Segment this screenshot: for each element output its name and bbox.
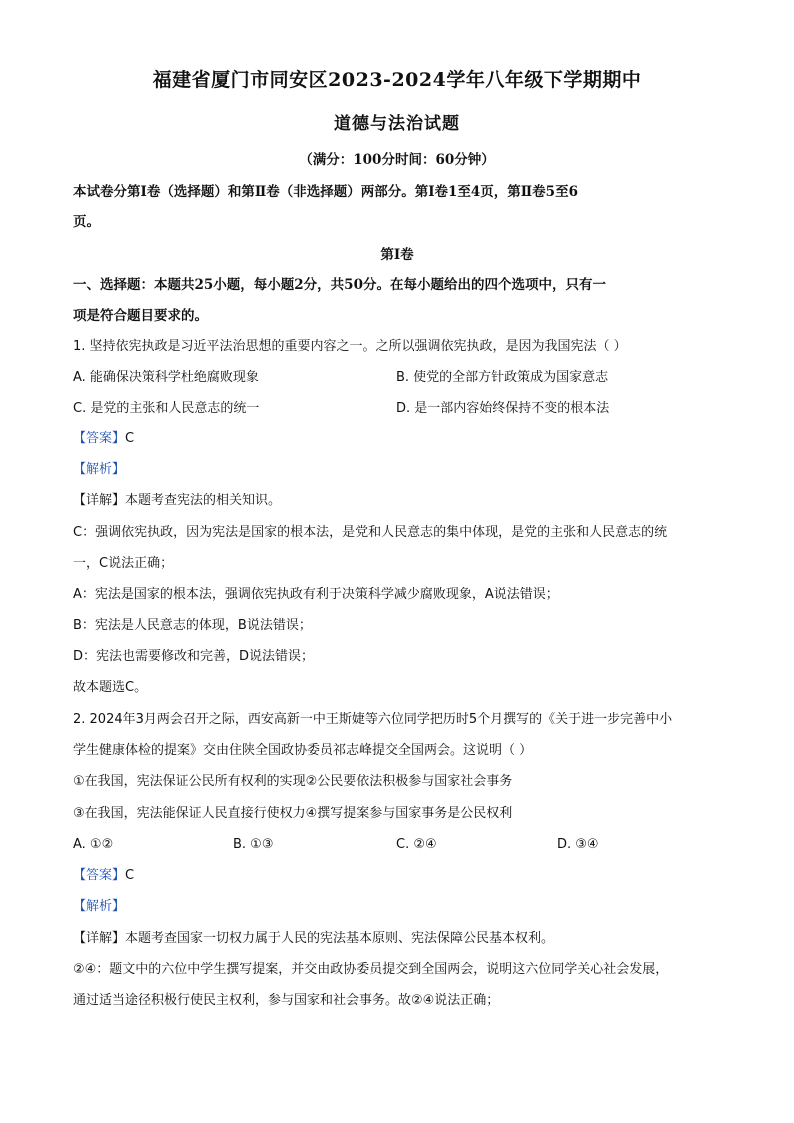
answer-value: C bbox=[125, 868, 135, 883]
detail-label: 【详解】 bbox=[73, 493, 126, 508]
document-subtitle: 道德与法治试题 bbox=[334, 114, 460, 134]
detail-text: 本题考查宪法的相关知识。 bbox=[125, 493, 282, 508]
question-2-statements-1: ①在我国，宪法保证公民所有权利的实现②公民要依法积极参与国家社会事务 bbox=[73, 774, 513, 789]
answer-label: 【答案】 bbox=[73, 431, 126, 446]
question-2-detail bbox=[73, 929, 723, 949]
question-2-analysis bbox=[73, 897, 723, 917]
question-2-option-c: C. ②④ bbox=[396, 837, 437, 852]
question-1-conclusion: 故本题选C。 bbox=[73, 680, 148, 695]
question-1-analysis bbox=[73, 460, 723, 480]
question-2-answer bbox=[73, 866, 723, 886]
question-1-option-d: D. 是一部内容始终保持不变的根本法 bbox=[396, 401, 610, 416]
analysis-label: 【解析】 bbox=[73, 462, 126, 477]
question-1-option-a: A. 能确保决策科学杜绝腐败现象 bbox=[73, 370, 259, 385]
intro-line-2: 页。 bbox=[73, 214, 100, 230]
section-heading-line-2: 项是符合题目要求的。 bbox=[73, 308, 208, 324]
question-2-stem-line-2: 学生健康体检的提案》交由住陕全国政协委员祁志峰提交全国两会。这说明（ ） bbox=[73, 743, 533, 758]
question-2-explanation-1: ②④：题文中的六位中学生撰写提案，并交由政协委员提交到全国两会，说明这六位同学关心社会发展， bbox=[73, 962, 669, 977]
question-1-explanation-4: B：宪法是人民意志的体现，B说法错误； bbox=[73, 618, 312, 633]
question-1-explanation-2: 一，C说法正确； bbox=[73, 556, 174, 571]
question-2-option-a: A. ①② bbox=[73, 837, 114, 852]
exam-note: （满分：100分时间：60分钟） bbox=[299, 152, 495, 168]
question-1-answer bbox=[73, 429, 723, 449]
question-2-option-b: B. ①③ bbox=[233, 837, 274, 852]
question-2-explanation-2: 通过适当途径积极行使民主权利，参与国家和社会事务。故②④说法正确； bbox=[73, 993, 500, 1008]
intro-line-1: 本试卷分第Ⅰ卷（选择题）和第Ⅱ卷（非选择题）两部分。第Ⅰ卷1至4页，第Ⅱ卷5至6 bbox=[73, 184, 578, 200]
answer-label: 【答案】 bbox=[73, 868, 126, 883]
question-2-stem-line-1: 2. 2024年3月两会召开之际，西安高新一中王斯婕等六位同学把历时5个月撰写的《关于进一步完善中小 bbox=[73, 712, 673, 727]
section-heading-line-1: 一、选择题：本题共25小题，每小题2分，共50分。在每小题给出的四个选项中，只有一 bbox=[73, 277, 606, 293]
answer-value: C bbox=[125, 431, 135, 446]
question-1-explanation-1: C：强调依宪执政，因为宪法是国家的根本法，是党和人民意志的集中体现，是党的主张和人民意志的统 bbox=[73, 525, 668, 540]
document-title: 福建省厦门市同安区2023-2024学年八年级下学期期中 bbox=[152, 69, 642, 91]
analysis-label: 【解析】 bbox=[73, 899, 126, 914]
detail-label: 【详解】 bbox=[73, 931, 126, 946]
question-1-explanation-3: A：宪法是国家的根本法，强调依宪执政有利于决策科学减少腐败现象，A说法错误； bbox=[73, 587, 559, 602]
question-1-option-b: B. 使党的全部方针政策成为国家意志 bbox=[396, 370, 609, 385]
question-2-option-d: D. ③④ bbox=[557, 837, 599, 852]
question-2-statements-2: ③在我国，宪法能保证人民直接行使权力④撰写提案参与国家事务是公民权利 bbox=[73, 806, 513, 821]
question-1-detail bbox=[73, 491, 723, 511]
part-title: 第Ⅰ卷 bbox=[380, 247, 414, 263]
question-1-explanation-5: D：宪法也需要修改和完善，D说法错误； bbox=[73, 649, 315, 664]
question-1-option-c: C. 是党的主张和人民意志的统一 bbox=[73, 401, 260, 416]
detail-text: 本题考查国家一切权力属于人民的宪法基本原则、宪法保障公民基本权利。 bbox=[125, 931, 555, 946]
question-1-stem: 1. 坚持依宪执政是习近平法治思想的重要内容之一。之所以强调依宪执政，是因为我国宪法（ ） bbox=[73, 339, 627, 354]
